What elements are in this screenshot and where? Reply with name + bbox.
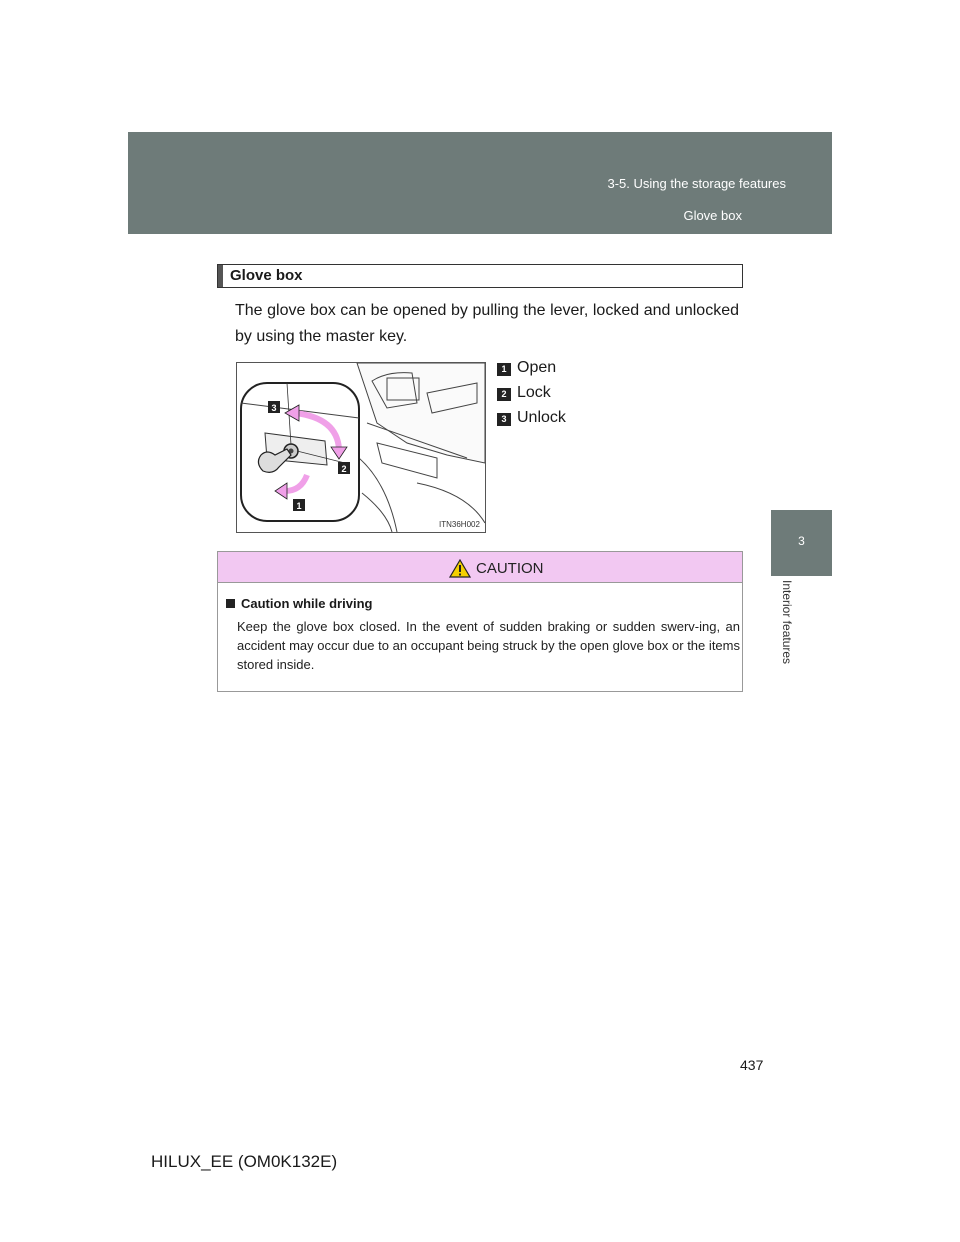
caution-title: CAUTION bbox=[476, 560, 544, 577]
intro-paragraph: The glove box can be opened by pulling the lever, locked and unlocked by using the master key. bbox=[235, 302, 739, 345]
legend-label: Unlock bbox=[517, 409, 566, 426]
callout-2: 2 bbox=[341, 464, 347, 474]
title-bar bbox=[218, 265, 223, 287]
glove-box-illustration bbox=[236, 362, 486, 533]
bullet-square-icon bbox=[226, 599, 235, 608]
chapter-label: 3-5. Using the storage features bbox=[607, 176, 786, 191]
legend-number: 3 bbox=[497, 413, 511, 426]
page-number: 437 bbox=[740, 1057, 764, 1073]
callout-3: 3 bbox=[271, 403, 277, 413]
legend-label: Open bbox=[517, 359, 557, 376]
figure-code: ITN36H002 bbox=[439, 520, 480, 529]
footer-model-code: HILUX_EE (OM0K132E) bbox=[151, 1152, 338, 1171]
caution-body: Keep the glove box closed. In the event of sudden braking or sudden swerv-ing, an accident may occur due to an occupant being struck by the open glove box or the items stored inside. bbox=[237, 619, 740, 672]
caution-box bbox=[217, 551, 743, 692]
illustration-svg bbox=[237, 363, 485, 532]
warning-triangle-icon bbox=[449, 559, 471, 578]
chapter-number: 3 bbox=[798, 534, 805, 548]
legend-number: 1 bbox=[497, 363, 511, 376]
section-title: Glove box bbox=[230, 267, 303, 284]
chapter-tab bbox=[771, 510, 832, 576]
caution-header bbox=[218, 552, 742, 583]
chapter-tab-text: Interior features bbox=[780, 580, 794, 665]
header-band bbox=[128, 132, 832, 234]
legend-number: 2 bbox=[497, 388, 511, 401]
section-title-box bbox=[217, 264, 743, 288]
caution-subheading bbox=[226, 596, 372, 611]
chapter-tab-label bbox=[780, 580, 802, 690]
callout-1: 1 bbox=[296, 501, 302, 511]
legend-label: Lock bbox=[517, 384, 551, 401]
topic-label: Glove box bbox=[683, 208, 742, 223]
caution-subheading-text: Caution while driving bbox=[241, 596, 373, 611]
